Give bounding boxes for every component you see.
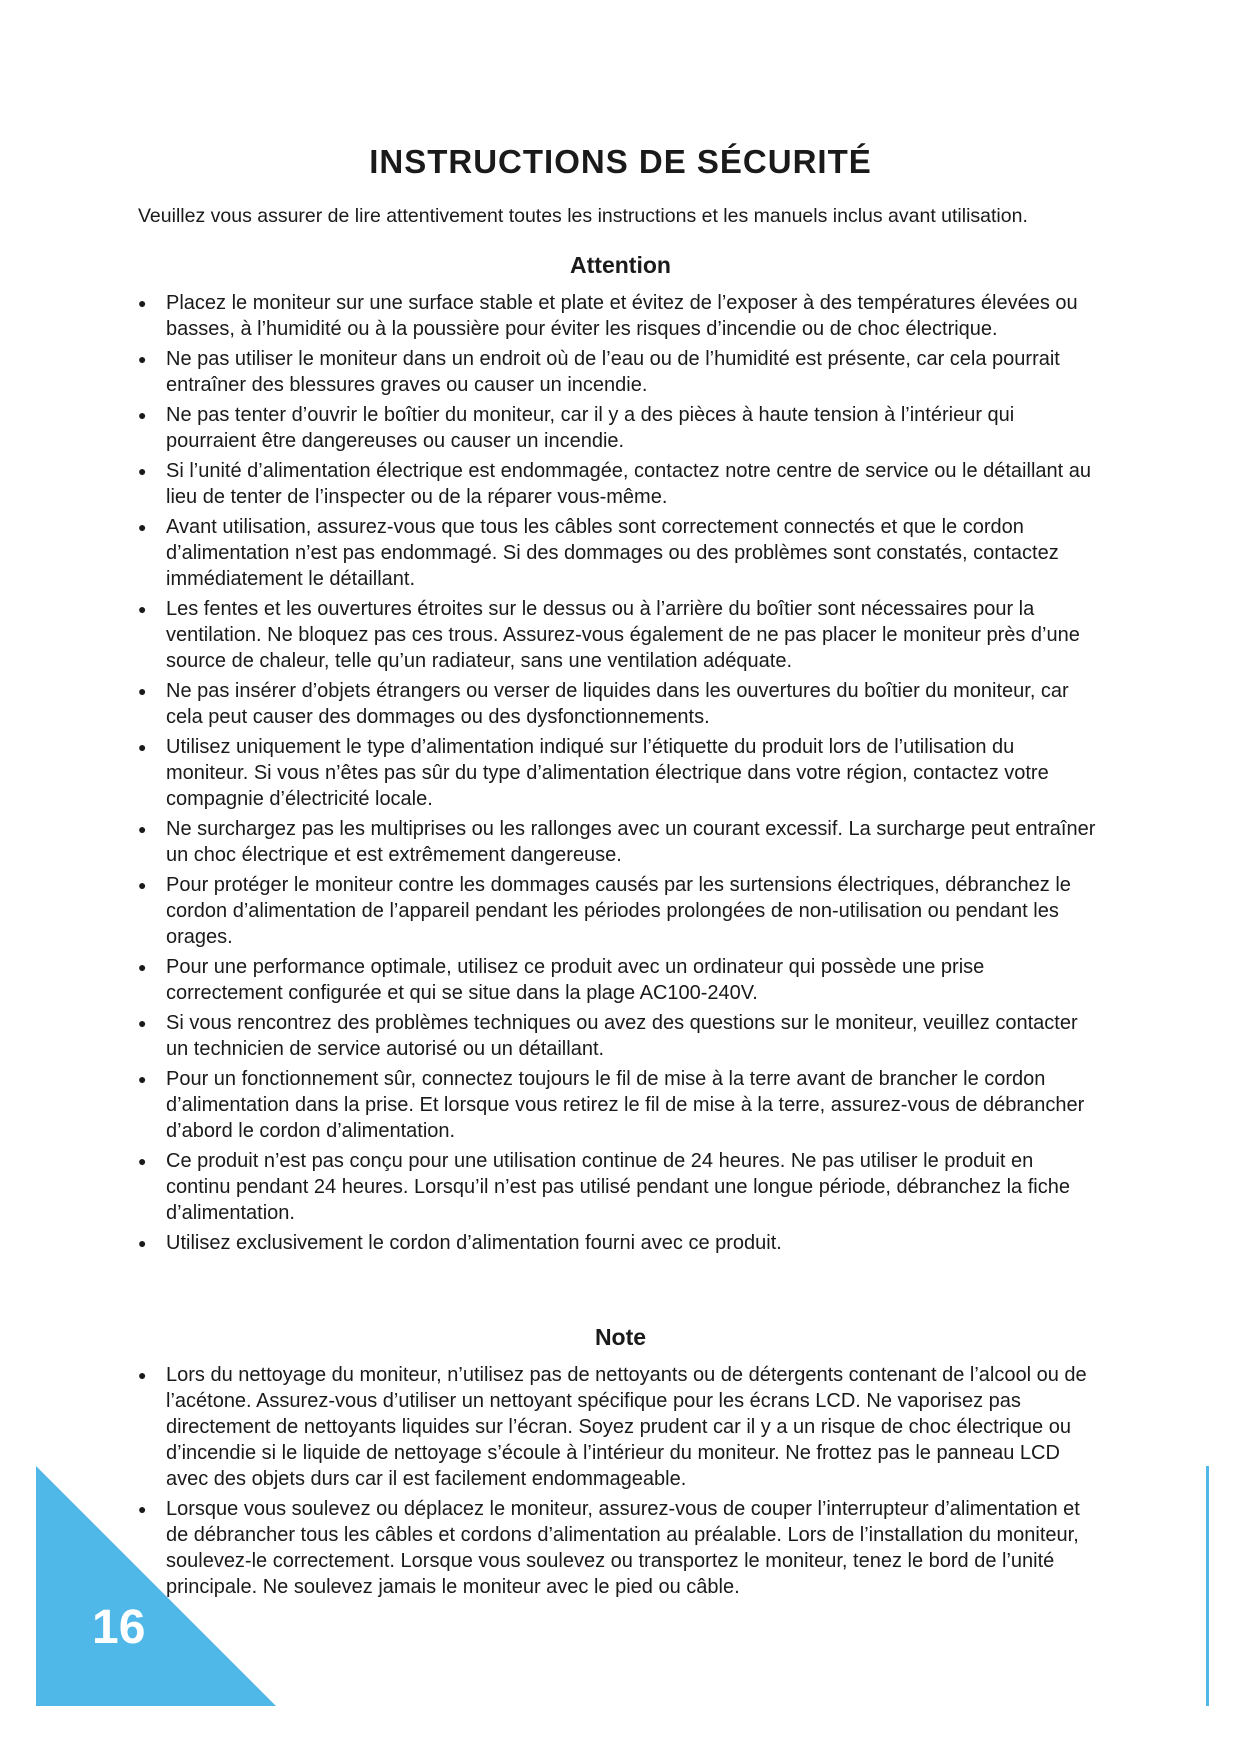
list-item: ● Ne pas tenter d’ouvrir le boîtier du moniteur, car il y a des pièces à haute tension à l’intérieur qui pourraient être dangereuses ou causer un incendie. (138, 402, 1098, 454)
list-item: ● Avant utilisation, assurez-vous que tous les câbles sont correctement connectés et que le cordon d’alimentation n’est pas endommagé. Si des dommages ou des problèmes sont constatés, contactez immédiatement le détaillant. (138, 514, 1098, 592)
list-item: ● Pour un fonctionnement sûr, connectez toujours le fil de mise à la terre avant de brancher le cordon d’alimentation dans la prise. Et lorsque vous retirez le fil de mise à la terre, assurez-vous de débrancher d’abord le cordon d’alimentation. (138, 1066, 1098, 1144)
intro-text: Veuillez vous assurer de lire attentivement toutes les instructions et les manuels inclus avant utilisation. (138, 205, 1028, 227)
list-item: ● Lors du nettoyage du moniteur, n’utilisez pas de nettoyants ou de détergents contenant de l’alcool ou de l’acétone. Assurez-vous d’utiliser un nettoyant spécifique pour les écrans LCD. Ne vaporisez pas directement de nettoyants liquides sur l’écran. Soyez prudent car il y a un risque de choc électrique ou d’incendie si le liquide de nettoyage s’écoule à l’intérieur du moniteur. Ne frottez pas le panneau LCD avec des objets durs car il est facilement endommageable. (138, 1362, 1098, 1492)
page-title: INSTRUCTIONS DE SÉCURITÉ (369, 143, 872, 180)
note-heading: Note (594, 1324, 647, 1350)
list-item: ● Les fentes et les ouvertures étroites sur le dessus ou à l’arrière du boîtier sont nécessaires pour la ventilation. Ne bloquez pas ces trous. Assurez-vous également de ne pas placer le moniteur près d’une source de chaleur, telle qu’un radiateur, sans une ventilation adéquate. (138, 596, 1098, 674)
list-item: ● Utilisez exclusivement le cordon d’alimentation fourni avec ce produit. (138, 1230, 1098, 1256)
page-number: 16 (92, 1601, 146, 1654)
list-item: ● Si l’unité d’alimentation électrique est endommagée, contactez notre centre de service ou le détaillant au lieu de tenter de l’inspecter ou de la réparer vous-même. (138, 458, 1098, 510)
note-list (138, 1362, 1098, 1604)
list-item: ● Ne surchargez pas les multiprises ou les rallonges avec un courant excessif. La surcharge peut entraîner un choc électrique et est extrêmement dangereuse. (138, 816, 1098, 868)
list-item: ● Lorsque vous soulevez ou déplacez le moniteur, assurez-vous de couper l’interrupteur d’alimentation et de débrancher tous les câbles et cordons d’alimentation au préalable. Lors de l’installation du moniteur, soulevez-le correctement. Lorsque vous soulevez ou transportez le moniteur, tenez le bord de l’unité principale. Ne soulevez jamais le moniteur avec le pied ou câble. (138, 1496, 1098, 1600)
attention-list (138, 290, 1098, 1260)
list-item: ● Ne pas utiliser le moniteur dans un endroit où de l’eau ou de l’humidité est présente, car cela pourrait entraîner des blessures graves ou causer un incendie. (138, 346, 1098, 398)
corner-triangle-decoration (36, 1466, 276, 1706)
attention-heading: Attention (570, 252, 671, 278)
list-item: ● Utilisez uniquement le type d’alimentation indiqué sur l’étiquette du produit lors de l’utilisation du moniteur. Si vous n’êtes pas sûr du type d’alimentation électrique dans votre région, contactez votre compagnie d’électricité locale. (138, 734, 1098, 812)
list-item: ● Si vous rencontrez des problèmes techniques ou avez des questions sur le moniteur, veuillez contacter un technicien de service autorisé ou un détaillant. (138, 1010, 1098, 1062)
list-item: ● Placez le moniteur sur une surface stable et plate et évitez de l’exposer à des températures élevées ou basses, à l’humidité ou à la poussière pour éviter les risques d’incendie ou de choc électrique. (138, 290, 1098, 342)
list-item: ● Pour protéger le moniteur contre les dommages causés par les surtensions électriques, débranchez le cordon d’alimentation de l’appareil pendant les périodes prolongées de non-utilisation ou pendant les orages. (138, 872, 1098, 950)
list-item: ● Ne pas insérer d’objets étrangers ou verser de liquides dans les ouvertures du boîtier du moniteur, car cela peut causer des dommages ou des dysfonctionnements. (138, 678, 1098, 730)
list-item: ● Pour une performance optimale, utilisez ce produit avec un ordinateur qui possède une prise correctement configurée et qui se situe dans la plage AC100-240V. (138, 954, 1098, 1006)
right-edge-rule (1206, 1466, 1209, 1706)
list-item: ● Ce produit n’est pas conçu pour une utilisation continue de 24 heures. Ne pas utiliser le produit en continu pendant 24 heures. Lorsqu’il n’est pas utilisé pendant une longue période, débranchez la fiche d’alimentation. (138, 1148, 1098, 1226)
